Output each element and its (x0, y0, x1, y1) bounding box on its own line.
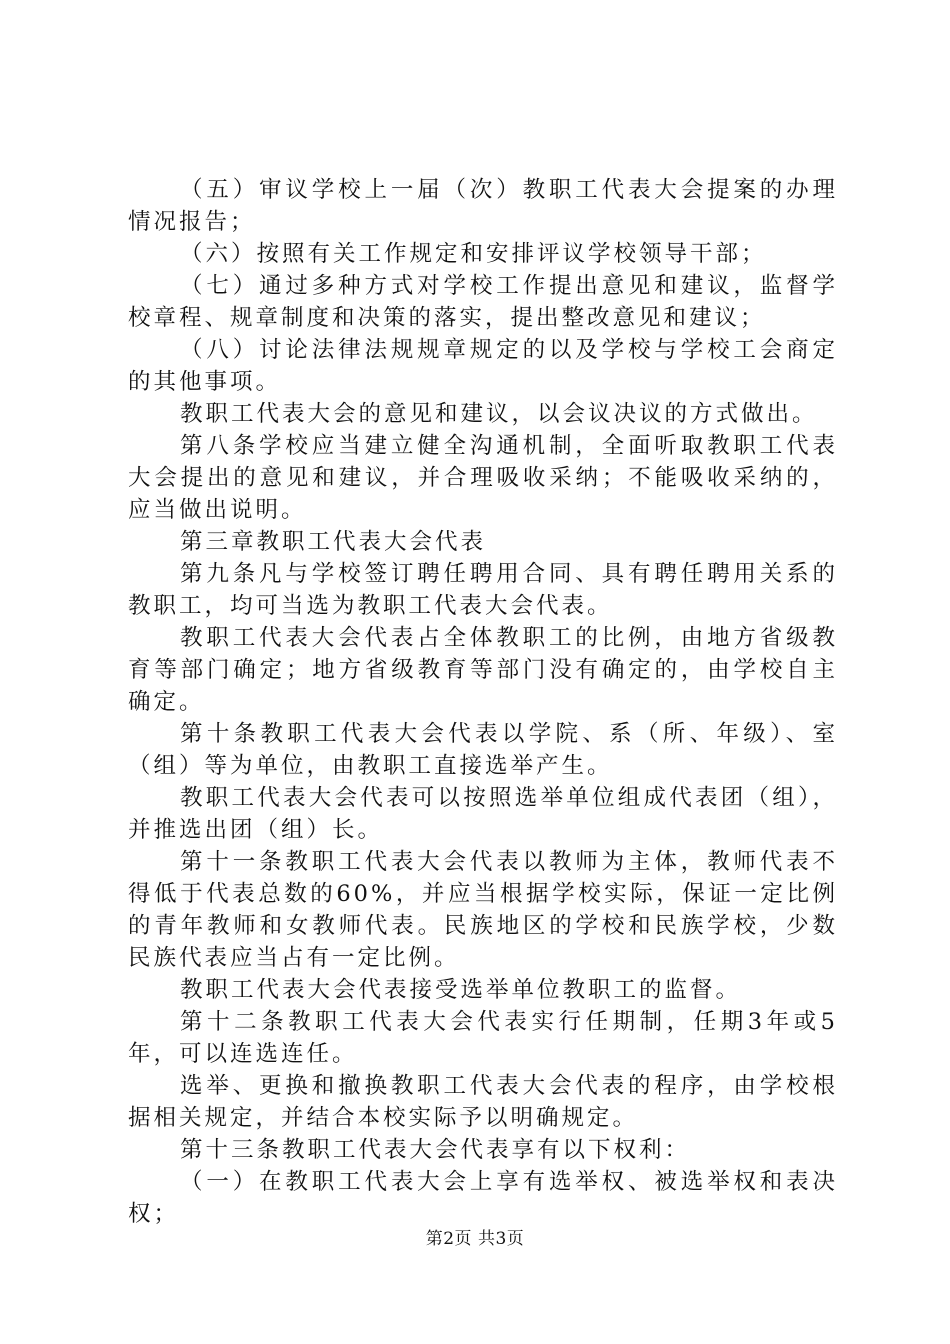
paragraph-item-7: （七）通过多种方式对学校工作提出意见和建议，监督学校章程、规章制度和决策的落实，提出整改意见和建议； (128, 273, 838, 331)
document-body (128, 174, 838, 1230)
paragraph-resolution: 教职工代表大会的意见和建议，以会议决议的方式做出。 (180, 401, 818, 427)
page-footer: 第2页 共3页 (425, 1229, 525, 1249)
paragraph-item-8: （八）讨论法律法规规章规定的以及学校与学校工会商定的其他事项。 (128, 337, 838, 395)
paragraph-supervision: 教职工代表大会代表接受选举单位教职工的监督。 (180, 977, 742, 1003)
paragraph-right-1: （一）在教职工代表大会上享有选举权、被选举权和表决权； (128, 1169, 838, 1227)
paragraph-delegation: 教职工代表大会代表可以按照选举单位组成代表团（组），并推选出团（组）长。 (128, 785, 838, 843)
paragraph-item-6: （六）按照有关工作规定和安排评议学校领导干部； (180, 241, 767, 267)
chapter-heading-3: 第三章教职工代表大会代表 (180, 529, 487, 555)
paragraph-election-procedure: 选举、更换和撤换教职工代表大会代表的程序，由学校根据相关规定，并结合本校实际予以明确规定。 (128, 1073, 838, 1131)
paragraph-item-5: （五）审议学校上一届（次）教职工代表大会提案的办理情况报告； (128, 177, 838, 235)
paragraph-article-10: 第十条教职工代表大会代表以学院、系（所、年级）、室（组）等为单位，由教职工直接选举产生。 (128, 721, 838, 779)
paragraph-article-9: 第九条凡与学校签订聘任聘用合同、具有聘任聘用关系的教职工，均可当选为教职工代表大会代表。 (128, 561, 838, 619)
paragraph-article-8: 第八条学校应当建立健全沟通机制，全面听取教职工代表大会提出的意见和建议，并合理吸收采纳；不能吸收采纳的，应当做出说明。 (128, 433, 838, 523)
paragraph-article-13: 第十三条教职工代表大会代表享有以下权利： (180, 1137, 691, 1163)
paragraph-article-12: 第十二条教职工代表大会代表实行任期制，任期3年或5年，可以连选连任。 (128, 1009, 838, 1067)
paragraph-article-11: 第十一条教职工代表大会代表以教师为主体，教师代表不得低于代表总数的60%，并应当根据学校实际，保证一定比例的青年教师和女教师代表。民族地区的学校和民族学校，少数民族代表应当占有一定比例。 (128, 849, 838, 971)
paragraph-representative-ratio: 教职工代表大会代表占全体教职工的比例，由地方省级教育等部门确定；地方省级教育等部门没有确定的，由学校自主确定。 (128, 625, 838, 715)
